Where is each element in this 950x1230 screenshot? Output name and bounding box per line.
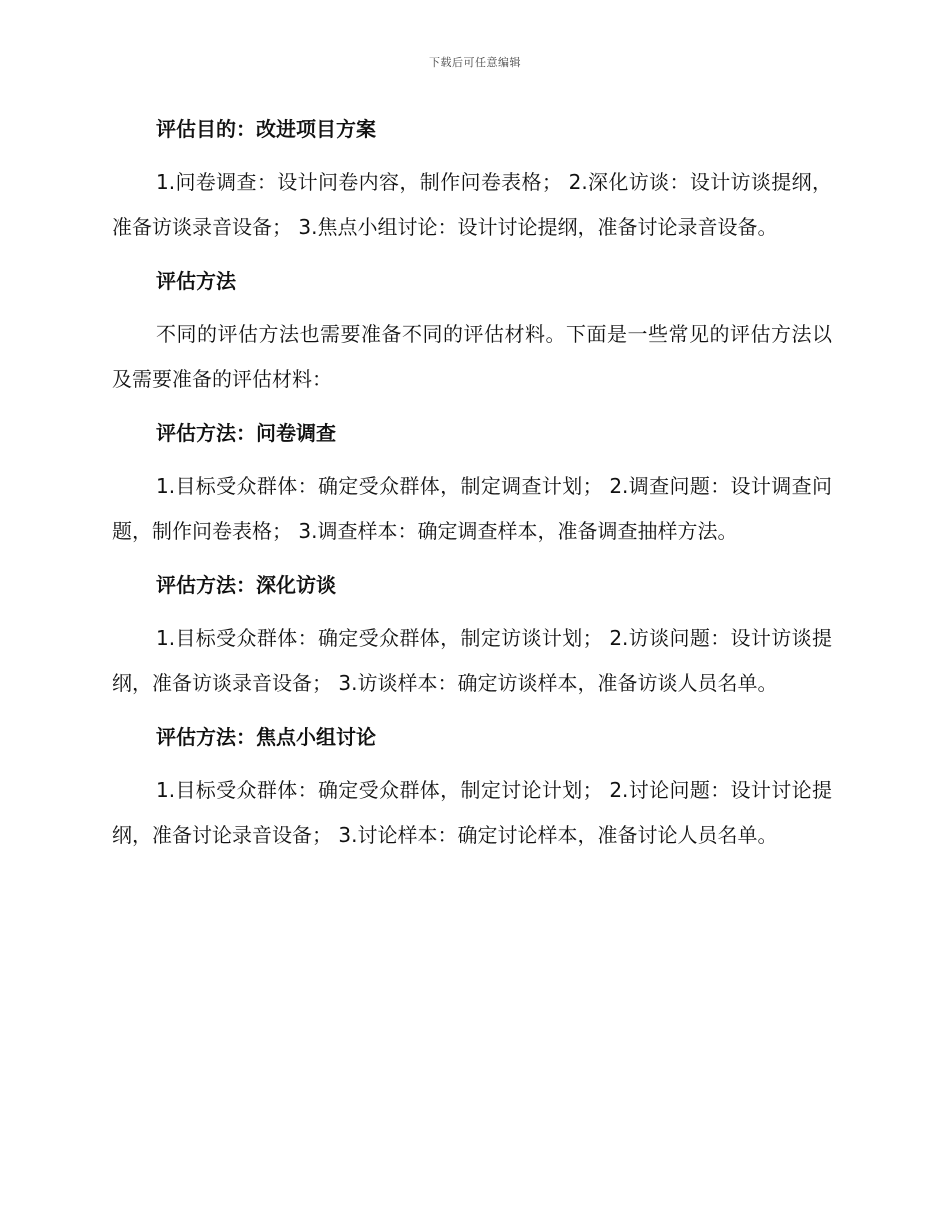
document-body: [112, 112, 832, 858]
section-body-focus-group: 1.目标受众群体：确定受众群体，制定讨论计划； 2.讨论问题：设计讨论提纲，准备讨论录音设备； 3.讨论样本：确定讨论样本，准备讨论人员名单。: [112, 778, 832, 847]
section-body-questionnaire: 1.目标受众群体：确定受众群体，制定调查计划； 2.调查问题：设计调查问题，制作问卷表格； 3.调查样本：确定调查样本，准备调查抽样方法。: [112, 474, 832, 543]
page-header: 下载后可任意编辑: [429, 56, 521, 69]
section-heading-evaluation-methods: 评估方法: [156, 269, 236, 293]
section-heading-in-depth-interview: 评估方法：深化访谈: [156, 573, 336, 597]
section-body-evaluation-methods: 不同的评估方法也需要准备不同的评估材料。下面是一些常见的评估方法以及需要准备的评估材料：: [112, 322, 832, 391]
section-heading-questionnaire: 评估方法：问卷调查: [156, 421, 336, 445]
section-body-evaluation-purpose: 1.问卷调查：设计问卷内容，制作问卷表格； 2.深化访谈：设计访谈提纲，准备访谈录音设备； 3.焦点小组讨论：设计讨论提纲，准备讨论录音设备。: [112, 170, 832, 239]
section-body-in-depth-interview: 1.目标受众群体：确定受众群体，制定访谈计划； 2.访谈问题：设计访谈提纲，准备访谈录音设备； 3.访谈样本：确定访谈样本，准备访谈人员名单。: [112, 626, 832, 695]
section-heading-focus-group: 评估方法：焦点小组讨论: [156, 725, 376, 749]
section-heading-evaluation-purpose: 评估目的：改进项目方案: [156, 117, 376, 141]
